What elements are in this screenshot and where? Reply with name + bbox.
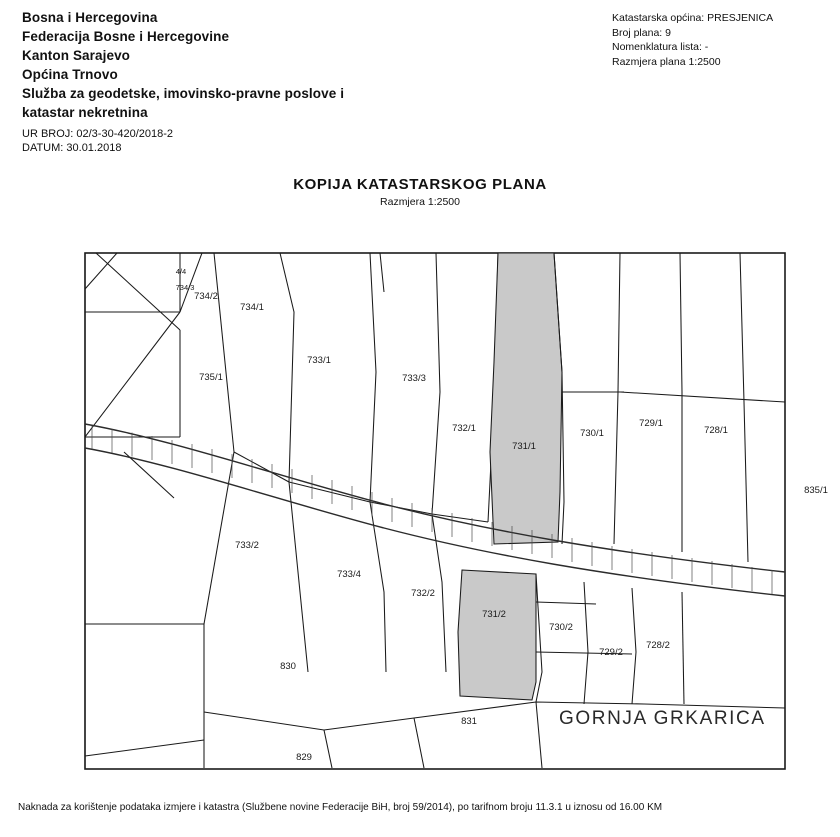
cadastral-map — [84, 252, 828, 770]
highlighted-parcel-731-1 — [490, 253, 562, 544]
parcel-label-835-1: 835/1 — [804, 485, 828, 496]
parcel-label-732-2: 732/2 — [411, 588, 435, 599]
title-block — [0, 176, 840, 208]
header-authority-block — [22, 8, 462, 155]
place-name-label: GORNJA GRKARICA — [559, 708, 766, 729]
header-meta-block — [612, 11, 827, 69]
parcel-label-729-1: 729/1 — [639, 418, 663, 429]
reference-block — [22, 127, 462, 155]
page-title: KOPIJA KATASTARSKOG PLANA — [293, 176, 547, 193]
map-frame — [85, 253, 785, 769]
parcel-label-733-3: 733/3 — [402, 373, 426, 384]
parcel-label-729-2: 729/2 — [599, 647, 623, 658]
parcel-label-733-1: 733/1 — [307, 355, 331, 366]
authority-line-municipality: Općina Trnovo — [22, 67, 118, 82]
parcel-label-732-1: 732/1 — [452, 423, 476, 434]
parcel-label-830: 830 — [280, 661, 296, 672]
parcel-label-731-2: 731/2 — [482, 609, 506, 620]
parcel-label-733-2: 733/2 — [235, 540, 259, 551]
parcel-label-728-1: 728/1 — [704, 425, 728, 436]
parcel-label-728-2: 728/2 — [646, 640, 670, 651]
parcel-label-730-1: 730/1 — [580, 428, 604, 439]
plan-number: Broj plana: 9 — [612, 26, 671, 39]
parcel-label-731-1: 731/1 — [512, 441, 536, 452]
parcel-label-733-4: 733/4 — [337, 569, 361, 580]
sheet-nomenclature: Nomenklatura lista: - — [612, 41, 709, 53]
authority-line-canton: Kanton Sarajevo — [22, 48, 131, 63]
page-subtitle: Razmjera 1:2500 — [380, 196, 460, 208]
corner-label-0: 4/4 — [175, 267, 187, 276]
parcel-label-735-1: 735/1 — [199, 372, 223, 383]
authority-line-office-2: katastar nekretnina — [22, 105, 148, 120]
parcel-label-829: 829 — [296, 752, 312, 763]
authority-line-federation: Federacija Bosne i Hercegovine — [22, 29, 230, 44]
parcel-label-734-2: 734/2 — [194, 291, 218, 302]
plan-scale: Razmjera plana 1:2500 — [612, 55, 721, 68]
authority-line-office-1: Služba za geodetske, imovinsko-pravne poslove i — [22, 86, 345, 101]
footer-fee-note: Naknada za korištenje podataka izmjere i katastra (Službene novine Federacije BiH, broj 59/2014), po tarifnom broju 11.3.1 u iznosu od 16.00 KM — [18, 802, 663, 813]
parcel-label-730-2: 730/2 — [549, 622, 573, 633]
authority-line-country: Bosna i Hercegovina — [22, 10, 158, 25]
corner-label-1: 734/3 — [175, 283, 195, 292]
datum: DATUM: 30.01.2018 — [22, 142, 122, 154]
parcel-label-831: 831 — [461, 716, 477, 727]
ur-broj: UR BROJ: 02/3-30-420/2018-2 — [22, 128, 174, 140]
highlighted-parcel-731-2 — [458, 570, 536, 700]
parcel-label-734-1: 734/1 — [240, 302, 264, 313]
cadastral-municipality: Katastarska općina: PRESJENICA — [612, 12, 774, 24]
